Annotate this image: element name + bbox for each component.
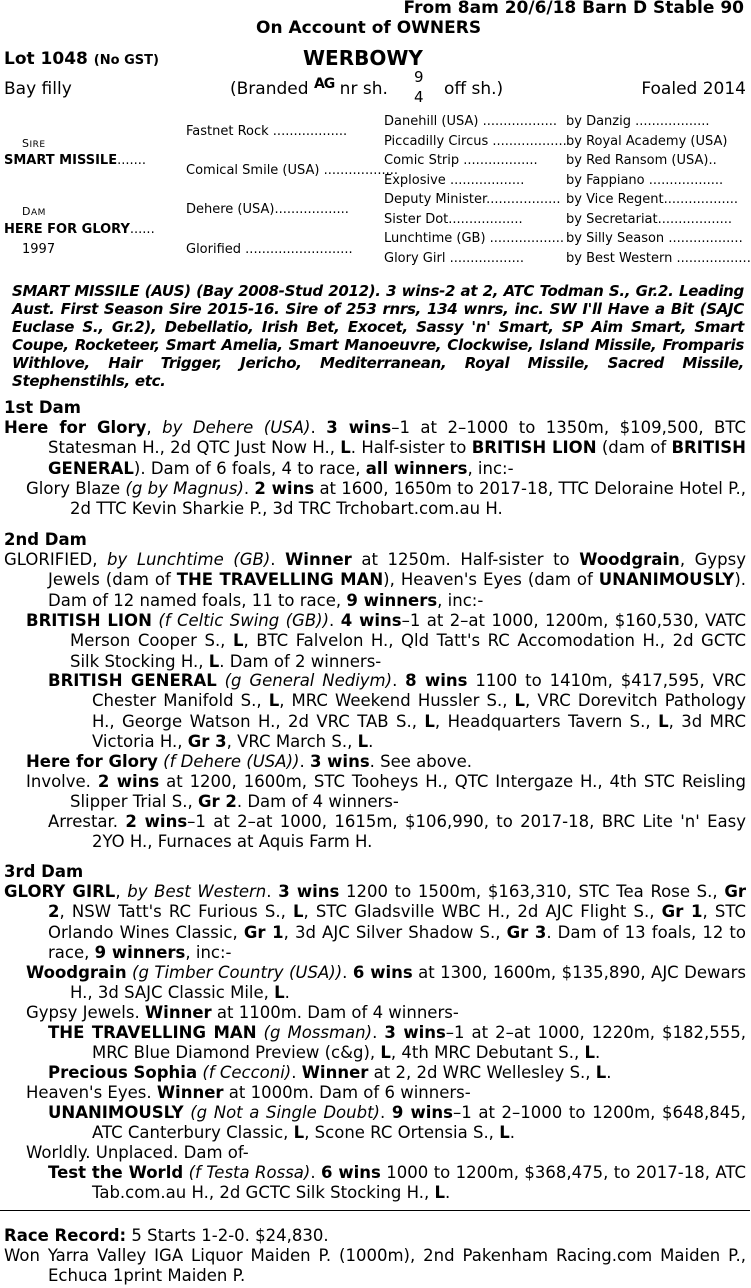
horse-name: WERBOWY [303, 46, 423, 70]
race-record-detail: Won Yarra Valley IGA Liquor Maiden P. (1000m), 2nd Pakenham Racing.com Maiden P., Echuca 1print Maiden P. [4, 1246, 746, 1286]
pedigree-g4: by Secretariat.................. [566, 212, 733, 227]
divider [0, 1210, 750, 1211]
pedigree-g3: Comic Strip .................. [384, 153, 538, 168]
progeny-entry: Here for Glory (f Dehere (USA)). 3 wins. See above. [26, 752, 473, 771]
pedigree-g4: by Silly Season .................. [566, 231, 743, 246]
pedigree-g3-text: Glory Girl [384, 251, 446, 266]
dam-year: 1997 [22, 242, 56, 257]
pedigree-g3-text: Explosive [384, 173, 446, 188]
sire-name: SMART MISSILE....... [4, 153, 147, 168]
pedigree-g2-text: Glorified [186, 242, 242, 257]
pedigree-g3: Glory Girl .................. [384, 251, 524, 266]
progeny-entry: BRITISH GENERAL (g General Nediym). 8 wins 1100 to 1410m, $417,595, VRC Chester Manifold S., L, MRC Weekend Hussler S., L, VRC Dorevitch Pathology H., George Watson H., 2d VRC TAB S., L, Headquarters Tavern S., L, 3d MRC Victoria H., Gr 3, VRC March S., L. [48, 671, 747, 751]
brand-info [230, 76, 388, 99]
progeny-entry: Precious Sophia (f Cecconi). Winner at 2, 2d WRC Wellesley S., L. [48, 1063, 612, 1082]
brand-bottom: 4 [414, 88, 424, 106]
pedigree-g2-text: Dehere (USA) [186, 202, 275, 217]
pedigree-g2-text: Fastnet Rock [186, 124, 269, 139]
brand-mark: AG [313, 76, 335, 92]
progeny-entry: UNANIMOUSLY (g Not a Single Doubt). 9 wins–1 at 2–1000 to 1200m, $648,845, ATC Canterbury Classic, L, Scone RC Ortensia S., L. [48, 1103, 747, 1143]
pedigree-g2: Comical Smile (USA) .................. [186, 163, 398, 178]
progeny-entry: BRITISH LION (f Celtic Swing (GB)). 4 wins–1 at 2–at 1000, 1200m, $160,530, VATC Merson Cooper S., L, BTC Falvelon H., Qld Tatt's RC Accomodation H., 2d GCTC Silk Stocking H., L. Dam of 2 winners- [26, 611, 747, 671]
race-record-label: Race Record: [4, 1226, 127, 1245]
pedigree-g2: Glorified .......................... [186, 242, 353, 257]
pedigree-g3-text: Lunchtime (GB) [384, 231, 486, 246]
pedigree-g3-text: Deputy Minister [384, 192, 487, 207]
dam-name: HERE FOR GLORY...... [4, 222, 155, 237]
pedigree-g4: by Vice Regent.................. [566, 192, 738, 207]
pedigree-g3-text: Piccadilly Circus [384, 134, 489, 149]
pedigree-g3: Sister Dot.................. [384, 212, 523, 227]
pedigree-g3: Deputy Minister.................. [384, 192, 561, 207]
sire-name-text: SMART MISSILE [4, 153, 118, 168]
pedigree-g4-text: by Vice Regent [566, 192, 664, 207]
horse-description: Bay filly [4, 79, 72, 99]
pedigree-g4-text: by Best Western [566, 251, 673, 266]
pedigree-g4: by Red Ransom (USA).. [566, 153, 717, 168]
gst-note: (No GST) [93, 53, 159, 68]
pedigree-g2: Dehere (USA).................. [186, 202, 349, 217]
pedigree-g2: Fastnet Rock .................. [186, 124, 348, 139]
pedigree-g3-text: Sister Dot [384, 212, 449, 227]
pedigree-g3: Piccadilly Circus .................. [384, 134, 567, 149]
pedigree-g4-text: by Secretariat [566, 212, 658, 227]
progeny-entry: Test the World (f Testa Rossa). 6 wins 1000 to 1200m, $368,475, to 2017-18, ATC Tab.com.au H., 2d GCTC Silk Stocking H., L. [48, 1163, 747, 1203]
progeny-entry: Gypsy Jewels. Winner at 1100m. Dam of 4 winners- [26, 1003, 459, 1022]
progeny-entry: Glory Blaze (g by Magnus). 2 wins at 1600, 1650m to 2017-18, TTC Deloraine Hotel P., 2d TTC Kevin Sharkie P., 3d TRC Trchobart.com.au H. [26, 479, 746, 519]
progeny-entry: Worldly. Unplaced. Dam of- [26, 1143, 249, 1162]
pedigree-g4: by Danzig .................. [566, 114, 710, 129]
second-dam-entry: GLORIFIED, by Lunchtime (GB). Winner at 1250m. Half-sister to Woodgrain, Gypsy Jewels (dam of THE TRAVELLING MAN), Heaven's Eyes (dam of UNANIMOUSLY). Dam of 12 named foals, 11 to race, 9 winners, inc:- [4, 550, 747, 610]
pedigree-g3-text: Danehill (USA) [384, 114, 479, 129]
pedigree-g4-text: by Danzig [566, 114, 631, 129]
pedigree-g3-text: Comic Strip [384, 153, 460, 168]
brand-nr: nr sh. [339, 79, 388, 99]
pedigree-g4-text: by Fappiano [566, 173, 645, 188]
progeny-entry: Heaven's Eyes. Winner at 1000m. Dam of 6 winners- [26, 1083, 471, 1102]
race-record-summary-text: 5 Starts 1-2-0. $24,830. [131, 1226, 329, 1245]
brand-prefix: (Branded [230, 79, 309, 99]
dam-label: DAM [22, 205, 46, 218]
brand-top: 9 [414, 68, 424, 86]
brand-off: off sh.) [444, 79, 504, 99]
sale-info-line: From 8am 20/6/18 Barn D Stable 90 [403, 0, 744, 18]
pedigree-g3: Lunchtime (GB) .................. [384, 231, 565, 246]
progeny-entry: Woodgrain (g Timber Country (USA)). 6 wins at 1300, 1600m, $135,890, AJC Dewars H., 3d SAJC Classic Mile, L. [26, 963, 746, 1003]
first-dam-heading: 1st Dam [4, 398, 81, 417]
pedigree-g4-text: by Royal Academy (USA) [566, 134, 728, 149]
sire-label: SIRE [22, 137, 46, 150]
race-record-summary [4, 1226, 746, 1246]
pedigree-g4: by Fappiano .................. [566, 173, 724, 188]
pedigree-g4: by Best Western .................. [566, 251, 751, 266]
vendor-line: On Account of OWNERS [256, 18, 482, 38]
pedigree-g3: Danehill (USA) .................. [384, 114, 557, 129]
lot-number [4, 49, 159, 69]
foaled-year: Foaled 2014 [641, 79, 746, 99]
lot-label: Lot 1048 [4, 49, 88, 69]
second-dam-heading: 2nd Dam [4, 530, 87, 549]
third-dam-heading: 3rd Dam [4, 862, 84, 881]
pedigree-g2-text: Comical Smile (USA) [186, 163, 320, 178]
progeny-entry: THE TRAVELLING MAN (g Mossman). 3 wins–1 at 2–at 1000, 1220m, $182,555, MRC Blue Diamond Preview (c&g), L, 4th MRC Debutant S., L. [48, 1023, 747, 1063]
sire-summary: SMART MISSILE (AUS) (Bay 2008-Stud 2012). 3 wins-2 at 2, ATC Todman S., Gr.2. Leading Aust. First Season Sire 2015-16. Sire of 253 rnrs, 134 wnrs, inc. SW I'll Have a Bit (SAJC Euclase S., Gr.2), Debellatio, Irish Bet, Exocet, Sassy 'n' Smart, SP Aim Smart, Smart Coupe, Rocketeer, Smart Amelia, Smart Manoeuvre, Clockwise, Island Missile, Fromparis Withlove, Hair Trigger, Jericho, Mediterranean, Royal Missile, Sacred Missile, Stephenstihls, etc. [12, 282, 744, 390]
dam-name-text: HERE FOR GLORY [4, 222, 130, 237]
pedigree-g4-text: by Red Ransom (USA) [566, 153, 709, 168]
first-dam-entry: Here for Glory, by Dehere (USA). 3 wins–1 at 2–1000 to 1350m, $109,500, BTC Statesman H., 2d QTC Just Now H., L. Half-sister to BRITISH LION (dam of BRITISH GENERAL). Dam of 6 foals, 4 to race, all winners, inc:- [4, 418, 747, 478]
pedigree-g4-text: by Silly Season [566, 231, 665, 246]
pedigree-g4 [566, 134, 750, 149]
third-dam-entry: GLORY GIRL, by Best Western. 3 wins 1200 to 1500m, $163,310, STC Tea Rose S., Gr 2, NSW Tatt's RC Furious S., L, STC Gladsville WBC H., 2d AJC Flight S., Gr 1, STC Orlando Wines Classic, Gr 1, 3d AJC Silver Shadow S., Gr 3. Dam of 13 foals, 12 to race, 9 winners, inc:- [4, 882, 746, 962]
progeny-entry: Involve. 2 wins at 1200, 1600m, STC Tooheys H., QTC Intergaze H., 4th STC Reisling Slipper Trial S., Gr 2. Dam of 4 winners- [26, 772, 746, 812]
progeny-entry: Arrestar. 2 wins–1 at 2–at 1000, 1615m, $106,990, to 2017-18, BRC Lite 'n' Easy 2YO H., Furnaces at Aquis Farm H. [48, 812, 746, 852]
pedigree-g3: Explosive .................. [384, 173, 525, 188]
